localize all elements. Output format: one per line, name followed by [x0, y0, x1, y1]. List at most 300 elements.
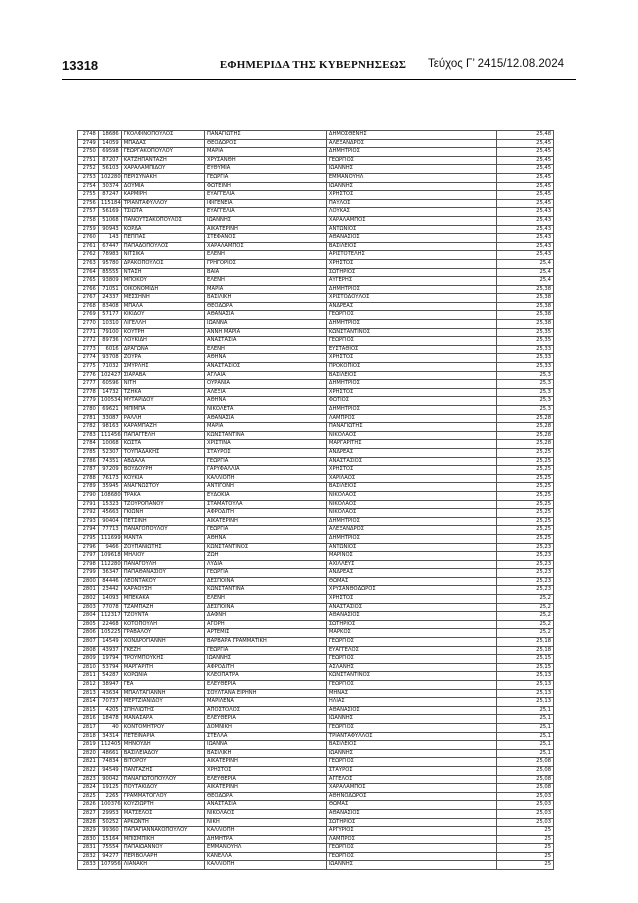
candidate-code-cell: 75554 — [98, 844, 121, 853]
father-name-cell: ΒΑΣΙΛΕΙΟΣ — [326, 741, 496, 750]
first-name-cell: ΑΙΚΑΤΕΡΙΝΗ — [205, 784, 327, 793]
first-name-cell: ΚΩΝΣΤΑΝΤΙΝΑ — [205, 586, 327, 595]
table-row — [78, 758, 554, 767]
candidate-code-cell: 35945 — [98, 483, 121, 492]
table-row — [78, 363, 554, 372]
first-name-cell: ΖΩΗ — [205, 552, 327, 561]
first-name-cell: ΛΥΔΙΑ — [205, 560, 327, 569]
first-name-cell: ΔΟΜΝΙΚΗ — [205, 723, 327, 732]
first-name-cell: ΑΝΤΙΓΟΝΗ — [205, 483, 327, 492]
gazette-title: ΕΦΗΜΕΡΙΔΑ ΤΗΣ ΚΥΒΕΡΝΗΣΕΩΣ — [219, 59, 407, 71]
candidate-code-cell: 95780 — [98, 259, 121, 268]
row-index-cell: 2780 — [78, 406, 99, 415]
father-name-cell: ΑΓΓΕΛΟΣ — [326, 775, 496, 784]
candidate-code-cell: 90042 — [98, 775, 121, 784]
candidate-code-cell: 34314 — [98, 732, 121, 741]
candidate-code-cell: 90404 — [98, 517, 121, 526]
page-header — [62, 58, 564, 74]
score-cell: 25,35 — [496, 328, 553, 337]
table-row — [78, 414, 554, 423]
first-name-cell: ΙΩΑΝΝΗΣ — [205, 655, 327, 664]
row-index-cell: 2757 — [78, 208, 99, 217]
surname-cell: ΚΟΡΔΑ — [121, 225, 204, 234]
father-name-cell: ΓΕΩΡΓΙΟΣ — [326, 638, 496, 647]
table-row — [78, 466, 554, 475]
score-cell: 25,23 — [496, 569, 553, 578]
score-cell: 25,28 — [496, 440, 553, 449]
candidate-code-cell: 108680 — [98, 491, 121, 500]
score-cell: 25,33 — [496, 354, 553, 363]
surname-cell: ΤΣΙΩΤΑ — [121, 208, 204, 217]
surname-cell: ΝΤΑΣΗ — [121, 268, 204, 277]
row-index-cell: 2821 — [78, 758, 99, 767]
table-row — [78, 165, 554, 174]
first-name-cell: ΓΡΗΓΟΡΙΟΣ — [205, 259, 327, 268]
father-name-cell: ΓΕΩΡΓΙΟΣ — [326, 852, 496, 861]
score-cell: 25,1 — [496, 723, 553, 732]
first-name-cell: ΕΥΑΓΓΕΛΙΑ — [205, 208, 327, 217]
father-name-cell: ΔΗΜΗΤΡΙΟΣ — [326, 406, 496, 415]
father-name-cell: ΧΡΗΣΤΟΣ — [326, 191, 496, 200]
score-cell: 25,3 — [496, 397, 553, 406]
score-cell: 25,25 — [496, 517, 553, 526]
father-name-cell: ΝΙΚΟΛΑΟΣ — [326, 491, 496, 500]
row-index-cell: 2799 — [78, 569, 99, 578]
first-name-cell: ΓΕΩΡΓΙΑ — [205, 457, 327, 466]
candidate-code-cell: 93809 — [98, 277, 121, 286]
candidate-code-cell: 50252 — [98, 818, 121, 827]
surname-cell: ΜΗΝΟΥΔΗ — [121, 741, 204, 750]
first-name-cell: ΙΦΙΓΕΝΕΙΑ — [205, 199, 327, 208]
first-name-cell: ΝΙΚΟΛΑΟΣ — [205, 809, 327, 818]
father-name-cell: ΙΩΑΝΝΗΣ — [326, 861, 496, 870]
first-name-cell: ΙΩΑΝΝΑ — [205, 741, 327, 750]
table-row — [78, 337, 554, 346]
first-name-cell: ΜΑΡΙΑ — [205, 423, 327, 432]
row-index-cell: 2769 — [78, 311, 99, 320]
surname-cell: ΣΠΗΛΙΩΤΗΣ — [121, 706, 204, 715]
row-index-cell: 2772 — [78, 337, 99, 346]
candidate-code-cell: 69598 — [98, 148, 121, 157]
candidate-code-cell: 87247 — [98, 191, 121, 200]
surname-cell: ΟΙΚΟΝΟΜΙΔΗ — [121, 285, 204, 294]
score-cell: 25,08 — [496, 766, 553, 775]
father-name-cell: ΛΟΥΚΑΣ — [326, 208, 496, 217]
first-name-cell: ΝΙΚΟΛΕΤΑ — [205, 406, 327, 415]
candidate-code-cell: 107956 — [98, 861, 121, 870]
score-cell: 25,33 — [496, 345, 553, 354]
first-name-cell: ΚΩΝΣΤΑΝΤΙΝΑ — [205, 431, 327, 440]
candidate-code-cell: 14732 — [98, 388, 121, 397]
first-name-cell: ΔΕΣΠΟΙΝΑ — [205, 577, 327, 586]
father-name-cell: ΓΕΩΡΓΙΟΣ — [326, 681, 496, 690]
father-name-cell: ΑΝΤΩΝΙΟΣ — [326, 225, 496, 234]
candidate-code-cell: 43634 — [98, 689, 121, 698]
table-row — [78, 173, 554, 182]
surname-cell: ΜΠΙΜΠΑ — [121, 406, 204, 415]
table-row — [78, 345, 554, 354]
first-name-cell: ΔΑΦΝΗ — [205, 612, 327, 621]
surname-cell: ΝΙΤΗ — [121, 380, 204, 389]
table-row — [78, 302, 554, 311]
score-cell: 25,03 — [496, 801, 553, 810]
surname-cell: ΔΡΑΓΩΝΑ — [121, 345, 204, 354]
table-row — [78, 216, 554, 225]
row-index-cell: 2814 — [78, 698, 99, 707]
surname-cell: ΜΕΣΣΗΝΗ — [121, 294, 204, 303]
surname-cell: ΜΠΑΛΤΑΓΙΑΝΝΗ — [121, 689, 204, 698]
first-name-cell: ΠΑΝΑΓΙΩΤΗΣ — [205, 131, 327, 140]
candidate-code-cell: 84446 — [98, 577, 121, 586]
table-row — [78, 577, 554, 586]
table-row — [78, 156, 554, 165]
score-cell: 25,45 — [496, 173, 553, 182]
first-name-cell: ΙΩΑΝΝΗΣ — [205, 216, 327, 225]
row-index-cell: 2805 — [78, 620, 99, 629]
father-name-cell: ΑΛΕΞΑΝΔΡΟΣ — [326, 526, 496, 535]
row-index-cell: 2816 — [78, 715, 99, 724]
surname-cell: ΝΙΤΣΙΚΑ — [121, 251, 204, 260]
surname-cell: ΤΡΑΚΑ — [121, 491, 204, 500]
table-row — [78, 457, 554, 466]
row-index-cell: 2785 — [78, 448, 99, 457]
surname-cell: ΖΟΥΡΑ — [121, 354, 204, 363]
first-name-cell: ΣΤΕΦΑΝΟΣ — [205, 234, 327, 243]
candidate-code-cell: 57177 — [98, 311, 121, 320]
father-name-cell: ΧΡΗΣΤΟΣ — [326, 354, 496, 363]
candidate-code-cell: 71051 — [98, 285, 121, 294]
first-name-cell: ΑΦΡΟΔΙΤΗ — [205, 663, 327, 672]
table-row — [78, 775, 554, 784]
candidate-code-cell: 77078 — [98, 603, 121, 612]
table-row — [78, 766, 554, 775]
surname-cell: ΑΡΚΩΝΤΗ — [121, 818, 204, 827]
row-index-cell: 2749 — [78, 139, 99, 148]
score-cell: 25 — [496, 835, 553, 844]
surname-cell: ΠΕΡΙΣΥΝΑΚΗ — [121, 173, 204, 182]
row-index-cell: 2754 — [78, 182, 99, 191]
score-cell: 25,15 — [496, 663, 553, 672]
row-index-cell: 2781 — [78, 414, 99, 423]
father-name-cell: ΜΗΝΑΣ — [326, 689, 496, 698]
surname-cell: ΜΥΤΑΡΙΔΟΥ — [121, 397, 204, 406]
row-index-cell: 2828 — [78, 818, 99, 827]
score-cell: 25,38 — [496, 285, 553, 294]
table-row — [78, 371, 554, 380]
surname-cell: ΒΟΥΔΟΥΡΗ — [121, 466, 204, 475]
father-name-cell: ΝΙΚΟΛΑΟΣ — [326, 509, 496, 518]
first-name-cell: ΕΥΑΓΓΕΛΙΑ — [205, 191, 327, 200]
father-name-cell: ΧΑΡΑΛΑΜΠΟΣ — [326, 784, 496, 793]
row-index-cell: 2766 — [78, 285, 99, 294]
father-name-cell: ΑΧΙΛΛΕΥΣ — [326, 560, 496, 569]
candidate-code-cell: 70737 — [98, 698, 121, 707]
first-name-cell: ΓΕΩΡΓΙΑ — [205, 173, 327, 182]
score-cell: 25,1 — [496, 732, 553, 741]
first-name-cell: ΑΝΝΗ ΜΑΡΙΑ — [205, 328, 327, 337]
candidate-code-cell: 78983 — [98, 251, 121, 260]
candidate-code-cell: 79100 — [98, 328, 121, 337]
row-index-cell: 2820 — [78, 749, 99, 758]
table-row — [78, 715, 554, 724]
father-name-cell: ΜΑΡΙΝΟΣ — [326, 552, 496, 561]
first-name-cell: ΑΙΚΑΤΕΡΙΝΗ — [205, 225, 327, 234]
score-cell: 25,23 — [496, 543, 553, 552]
first-name-cell: ΓΕΩΡΓΙΑ — [205, 646, 327, 655]
father-name-cell: ΧΡΗΣΤΟΣ — [326, 259, 496, 268]
surname-cell: ΣΜΥΡΛΗΣ — [121, 363, 204, 372]
table-row — [78, 835, 554, 844]
row-index-cell: 2763 — [78, 259, 99, 268]
father-name-cell: ΤΡΙΑΝΤΑΦΥΛΛΟΣ — [326, 732, 496, 741]
first-name-cell: ΓΑΡΥΦΑΛΛΙΑ — [205, 466, 327, 475]
father-name-cell: ΠΡΟΚΟΠΙΟΣ — [326, 363, 496, 372]
row-index-cell: 2810 — [78, 663, 99, 672]
first-name-cell: ΑΘΑΝΑΣΙΑ — [205, 414, 327, 423]
table-row — [78, 638, 554, 647]
row-index-cell: 2784 — [78, 440, 99, 449]
row-index-cell: 2764 — [78, 268, 99, 277]
first-name-cell: ΑΝΑΣΤΑΣΙΑ — [205, 337, 327, 346]
surname-cell: ΤΖΑΜΠΑΖΗ — [121, 603, 204, 612]
table-row — [78, 199, 554, 208]
score-cell: 25,3 — [496, 371, 553, 380]
table-row — [78, 388, 554, 397]
row-index-cell: 2804 — [78, 612, 99, 621]
first-name-cell: ΒΑΣΙΛΙΚΗ — [205, 749, 327, 758]
father-name-cell: ΦΩΤΙΟΣ — [326, 397, 496, 406]
father-name-cell: ΓΕΩΡΓΙΟΣ — [326, 156, 496, 165]
first-name-cell: ΕΥΘΥΜΙΑ — [205, 165, 327, 174]
score-cell: 25,1 — [496, 749, 553, 758]
table-row — [78, 663, 554, 672]
father-name-cell: ΔΗΜΗΤΡΙΟΣ — [326, 320, 496, 329]
surname-cell: ΠΑΝΑΓΟΥΛΗ — [121, 560, 204, 569]
row-index-cell: 2752 — [78, 165, 99, 174]
row-index-cell: 2776 — [78, 371, 99, 380]
table-row — [78, 672, 554, 681]
table-row — [78, 182, 554, 191]
score-cell: 25,25 — [496, 474, 553, 483]
first-name-cell: ΣΟΥΛΤΑΝΑ ΕΙΡΗΝΗ — [205, 689, 327, 698]
first-name-cell: ΟΥΡΑΝΙΑ — [205, 380, 327, 389]
candidate-code-cell: 56103 — [98, 165, 121, 174]
table-row — [78, 225, 554, 234]
candidate-code-cell: 10310 — [98, 320, 121, 329]
surname-cell: ΜΑΡΓΑΡΙΤΗ — [121, 663, 204, 672]
surname-cell: ΚΟΥΚΙΑ — [121, 474, 204, 483]
score-cell: 25,13 — [496, 681, 553, 690]
first-name-cell: ΚΑΝΕΛΛΑ — [205, 852, 327, 861]
surname-cell: ΒΑΣΙΛΕΙΑΔΟΥ — [121, 749, 204, 758]
row-index-cell: 2789 — [78, 483, 99, 492]
surname-cell: ΜΑΝΤΑ — [121, 534, 204, 543]
father-name-cell: ΑΘΑΝΑΣΙΟΣ — [326, 706, 496, 715]
candidate-code-cell: 54287 — [98, 672, 121, 681]
first-name-cell: ΙΩΑΝΝΑ — [205, 320, 327, 329]
score-cell: 25,25 — [496, 534, 553, 543]
table-row — [78, 818, 554, 827]
score-cell: 25,23 — [496, 586, 553, 595]
score-cell: 25,35 — [496, 337, 553, 346]
candidate-code-cell: 56169 — [98, 208, 121, 217]
score-cell: 25,43 — [496, 242, 553, 251]
first-name-cell: ΑΘΑΝΑΣΙΑ — [205, 311, 327, 320]
father-name-cell: ΘΩΜΑΣ — [326, 577, 496, 586]
score-cell: 25,08 — [496, 784, 553, 793]
candidate-code-cell: 102427 — [98, 371, 121, 380]
row-index-cell: 2796 — [78, 543, 99, 552]
candidate-code-cell: 60596 — [98, 380, 121, 389]
score-cell: 25,33 — [496, 363, 553, 372]
first-name-cell: ΧΡΥΣΑΝΘΗ — [205, 156, 327, 165]
candidate-code-cell: 30374 — [98, 182, 121, 191]
candidate-code-cell: 83408 — [98, 302, 121, 311]
candidate-code-cell: 2265 — [98, 792, 121, 801]
surname-cell: ΑΒΔΑΛΑ — [121, 457, 204, 466]
score-cell: 25,38 — [496, 294, 553, 303]
father-name-cell: ΧΡΗΣΤΟΣ — [326, 595, 496, 604]
father-name-cell: ΙΩΑΝΝΗΣ — [326, 165, 496, 174]
row-index-cell: 2792 — [78, 509, 99, 518]
table-row — [78, 148, 554, 157]
first-name-cell: ΒΑΣΙΛΙΚΗ — [205, 294, 327, 303]
first-name-cell: ΜΑΡΙΑ — [205, 285, 327, 294]
score-cell: 25,13 — [496, 689, 553, 698]
score-cell: 25,18 — [496, 638, 553, 647]
score-cell: 25,43 — [496, 251, 553, 260]
father-name-cell: ΑΝΔΡΕΑΣ — [326, 302, 496, 311]
row-index-cell: 2829 — [78, 827, 99, 836]
table-row — [78, 560, 554, 569]
row-index-cell: 2825 — [78, 792, 99, 801]
row-index-cell: 2824 — [78, 784, 99, 793]
score-cell: 25,25 — [496, 466, 553, 475]
score-cell: 25,03 — [496, 818, 553, 827]
candidate-code-cell: 111699 — [98, 534, 121, 543]
row-index-cell: 2832 — [78, 852, 99, 861]
score-cell: 25,25 — [496, 526, 553, 535]
row-index-cell: 2795 — [78, 534, 99, 543]
candidate-code-cell: 94277 — [98, 852, 121, 861]
candidate-code-cell: 4205 — [98, 706, 121, 715]
row-index-cell: 2788 — [78, 474, 99, 483]
father-name-cell: ΠΑΥΛΟΣ — [326, 199, 496, 208]
score-cell: 25,1 — [496, 715, 553, 724]
row-index-cell: 2775 — [78, 363, 99, 372]
row-index-cell: 2773 — [78, 345, 99, 354]
table-row — [78, 448, 554, 457]
surname-cell: ΠΑΝΑΓΟΠΟΥΛΟΥ — [121, 526, 204, 535]
surname-cell: ΓΡΑΒΑΛΟΥ — [121, 629, 204, 638]
row-index-cell: 2812 — [78, 681, 99, 690]
score-cell: 25,1 — [496, 741, 553, 750]
surname-cell: ΚΟΡΩΝΙΑ — [121, 672, 204, 681]
father-name-cell: ΘΩΜΑΣ — [326, 801, 496, 810]
first-name-cell: ΕΛΕΥΘΕΡΙΑ — [205, 681, 327, 690]
candidate-code-cell: 143 — [98, 234, 121, 243]
father-name-cell: ΧΡΗΣΤΟΣ — [326, 466, 496, 475]
surname-cell: ΚΟΥΖΙΩΡΤΗ — [121, 801, 204, 810]
father-name-cell: ΧΡΗΣΤΟΣ — [326, 388, 496, 397]
candidate-code-cell: 19125 — [98, 784, 121, 793]
table-row — [78, 406, 554, 415]
row-index-cell: 2751 — [78, 156, 99, 165]
candidate-code-cell: 85555 — [98, 268, 121, 277]
first-name-cell: ΑΡΤΕΜΙΣ — [205, 629, 327, 638]
row-index-cell: 2808 — [78, 646, 99, 655]
row-index-cell: 2823 — [78, 775, 99, 784]
ranking-table-body — [78, 131, 554, 870]
candidate-code-cell: 29953 — [98, 809, 121, 818]
score-cell: 25,45 — [496, 156, 553, 165]
row-index-cell: 2758 — [78, 216, 99, 225]
row-index-cell: 2802 — [78, 595, 99, 604]
surname-cell: ΚΟΥΤΡΗ — [121, 328, 204, 337]
score-cell: 25 — [496, 844, 553, 853]
surname-cell: ΠΑΝΟΥΤΣΑΚΟΠΟΥΛΟΣ — [121, 216, 204, 225]
table-row — [78, 620, 554, 629]
row-index-cell: 2782 — [78, 423, 99, 432]
first-name-cell: ΧΡΙΣΤΙΝΑ — [205, 440, 327, 449]
row-index-cell: 2755 — [78, 191, 99, 200]
score-cell: 25,2 — [496, 612, 553, 621]
candidate-code-cell: 74834 — [98, 758, 121, 767]
issue-reference: Τεύχος Γ’ 2415/12.08.2024 — [427, 58, 564, 70]
candidate-code-cell: 98163 — [98, 423, 121, 432]
candidate-code-cell: 90943 — [98, 225, 121, 234]
score-cell: 25 — [496, 852, 553, 861]
score-cell: 25,28 — [496, 423, 553, 432]
father-name-cell: ΓΕΩΡΓΙΟΣ — [326, 723, 496, 732]
table-row — [78, 285, 554, 294]
father-name-cell: ΙΩΑΝΝΗΣ — [326, 749, 496, 758]
row-index-cell: 2807 — [78, 638, 99, 647]
candidate-code-cell: 19794 — [98, 655, 121, 664]
table-row — [78, 852, 554, 861]
score-cell: 25,45 — [496, 139, 553, 148]
score-cell: 25,38 — [496, 302, 553, 311]
row-index-cell: 2778 — [78, 388, 99, 397]
father-name-cell: ΙΩΑΝΝΗΣ — [326, 715, 496, 724]
father-name-cell: ΧΑΡΙΛΑΟΣ — [326, 474, 496, 483]
surname-cell: ΛΙΑΝΑΚΗ — [121, 861, 204, 870]
row-index-cell: 2826 — [78, 801, 99, 810]
table-row — [78, 191, 554, 200]
score-cell: 25,48 — [496, 131, 553, 140]
surname-cell: ΤΖΟΥΝΤΑ — [121, 612, 204, 621]
father-name-cell: ΔΗΜΗΤΡΙΟΣ — [326, 148, 496, 157]
candidate-code-cell: 100534 — [98, 397, 121, 406]
surname-cell: ΖΟΥΠΑΝΙΩΤΗΣ — [121, 543, 204, 552]
table-row — [78, 723, 554, 732]
candidate-code-cell: 111456 — [98, 431, 121, 440]
score-cell: 25,23 — [496, 560, 553, 569]
score-cell: 25,45 — [496, 199, 553, 208]
first-name-cell: ΒΑΡΒΑΡΑ ΓΡΑΜΜΑΤΙΚΗ — [205, 638, 327, 647]
father-name-cell: ΧΑΡΑΛΑΜΠΟΣ — [326, 216, 496, 225]
row-index-cell: 2809 — [78, 655, 99, 664]
candidate-code-cell: 109618 — [98, 552, 121, 561]
first-name-cell: ΘΕΟΔΩΡΟΣ — [205, 139, 327, 148]
score-cell: 25,3 — [496, 406, 553, 415]
score-cell: 25,45 — [496, 191, 553, 200]
first-name-cell: ΑΙΚΑΤΕΡΙΝΗ — [205, 758, 327, 767]
score-cell: 25,23 — [496, 552, 553, 561]
first-name-cell: ΑΦΡΟΔΙΤΗ — [205, 509, 327, 518]
father-name-cell: ΔΗΜΗΤΡΙΟΣ — [326, 517, 496, 526]
surname-cell: ΚΩΣΤΑ — [121, 440, 204, 449]
